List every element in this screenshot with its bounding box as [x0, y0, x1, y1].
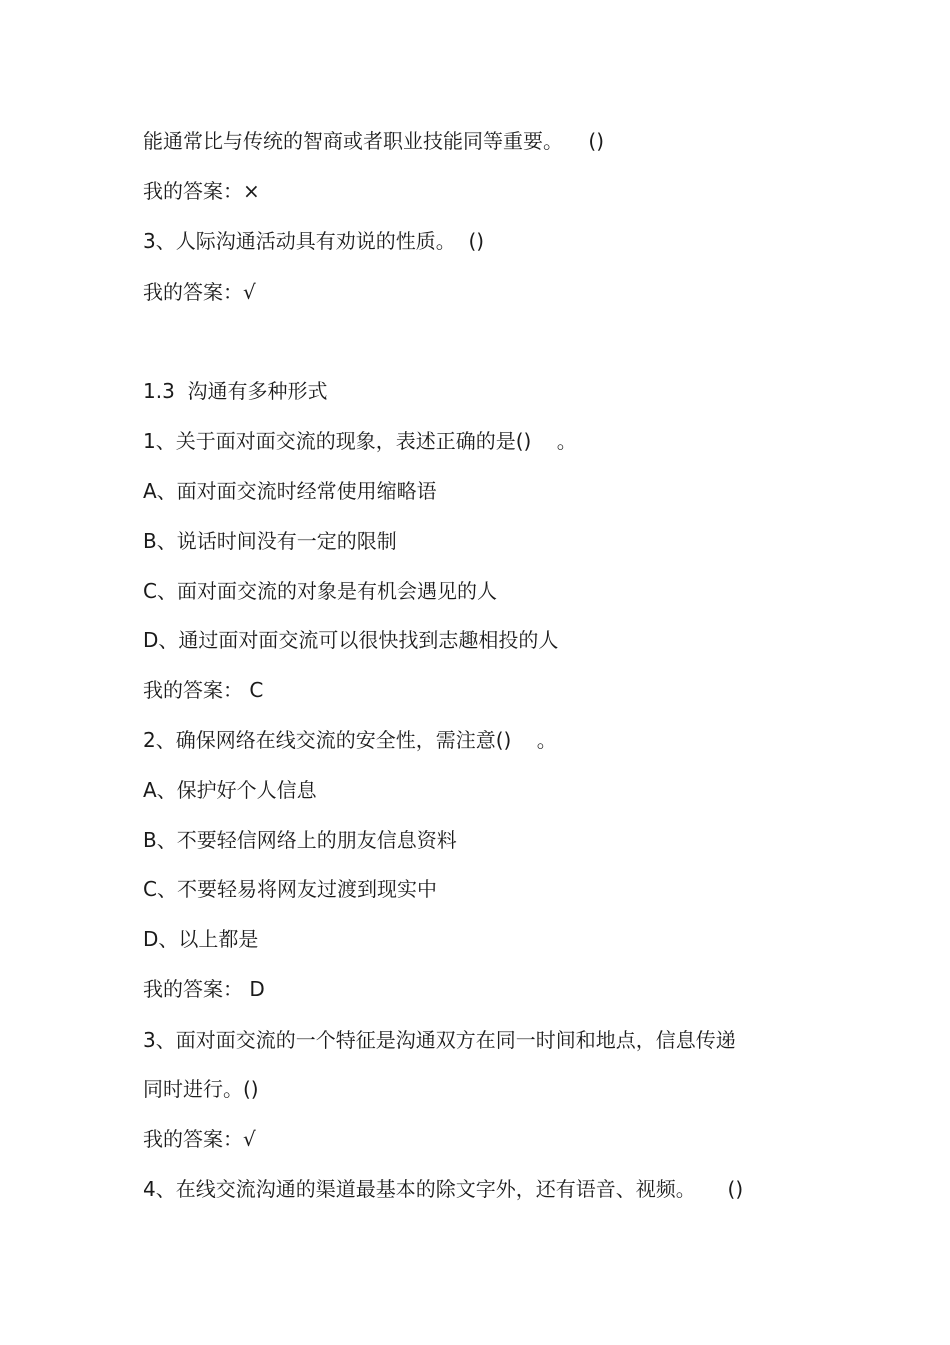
option-line: B、说话时间没有一定的限制	[143, 529, 397, 553]
option-line: B、不要轻信网络上的朋友信息资料	[143, 828, 457, 852]
answer-line: 我的答案：×	[143, 179, 260, 203]
question-line-continued: 同时进行。()	[143, 1077, 259, 1101]
option-line: C、面对面交流的对象是有机会遇见的人	[143, 579, 497, 603]
answer-line: 我的答案：√	[143, 1127, 256, 1151]
question-line: 4、在线交流沟通的渠道最基本的除文字外，还有语音、视频。 ()	[143, 1177, 744, 1201]
question-line: 3、人际沟通活动具有劝说的性质。 ()	[143, 229, 485, 253]
question-line: 2、确保网络在线交流的安全性，需注意() 。	[143, 728, 557, 752]
answer-line: 我的答案：√	[143, 280, 256, 304]
text-line: 能通常比与传统的智商或者职业技能同等重要。 ()	[143, 129, 605, 153]
answer-line: 我的答案： C	[143, 678, 264, 702]
section-heading: 1.3 沟通有多种形式	[143, 379, 328, 403]
question-line: 3、面对面交流的一个特征是沟通双方在同一时间和地点，信息传递	[143, 1028, 736, 1052]
option-line: A、面对面交流时经常使用缩略语	[143, 479, 437, 503]
question-line: 1、关于面对面交流的现象，表述正确的是() 。	[143, 429, 577, 453]
option-line: C、不要轻易将网友过渡到现实中	[143, 877, 437, 901]
option-line: D、以上都是	[143, 927, 259, 951]
option-line: A、保护好个人信息	[143, 778, 317, 802]
answer-line: 我的答案： D	[143, 977, 265, 1001]
option-line: D、通过面对面交流可以很快找到志趣相投的人	[143, 628, 559, 652]
